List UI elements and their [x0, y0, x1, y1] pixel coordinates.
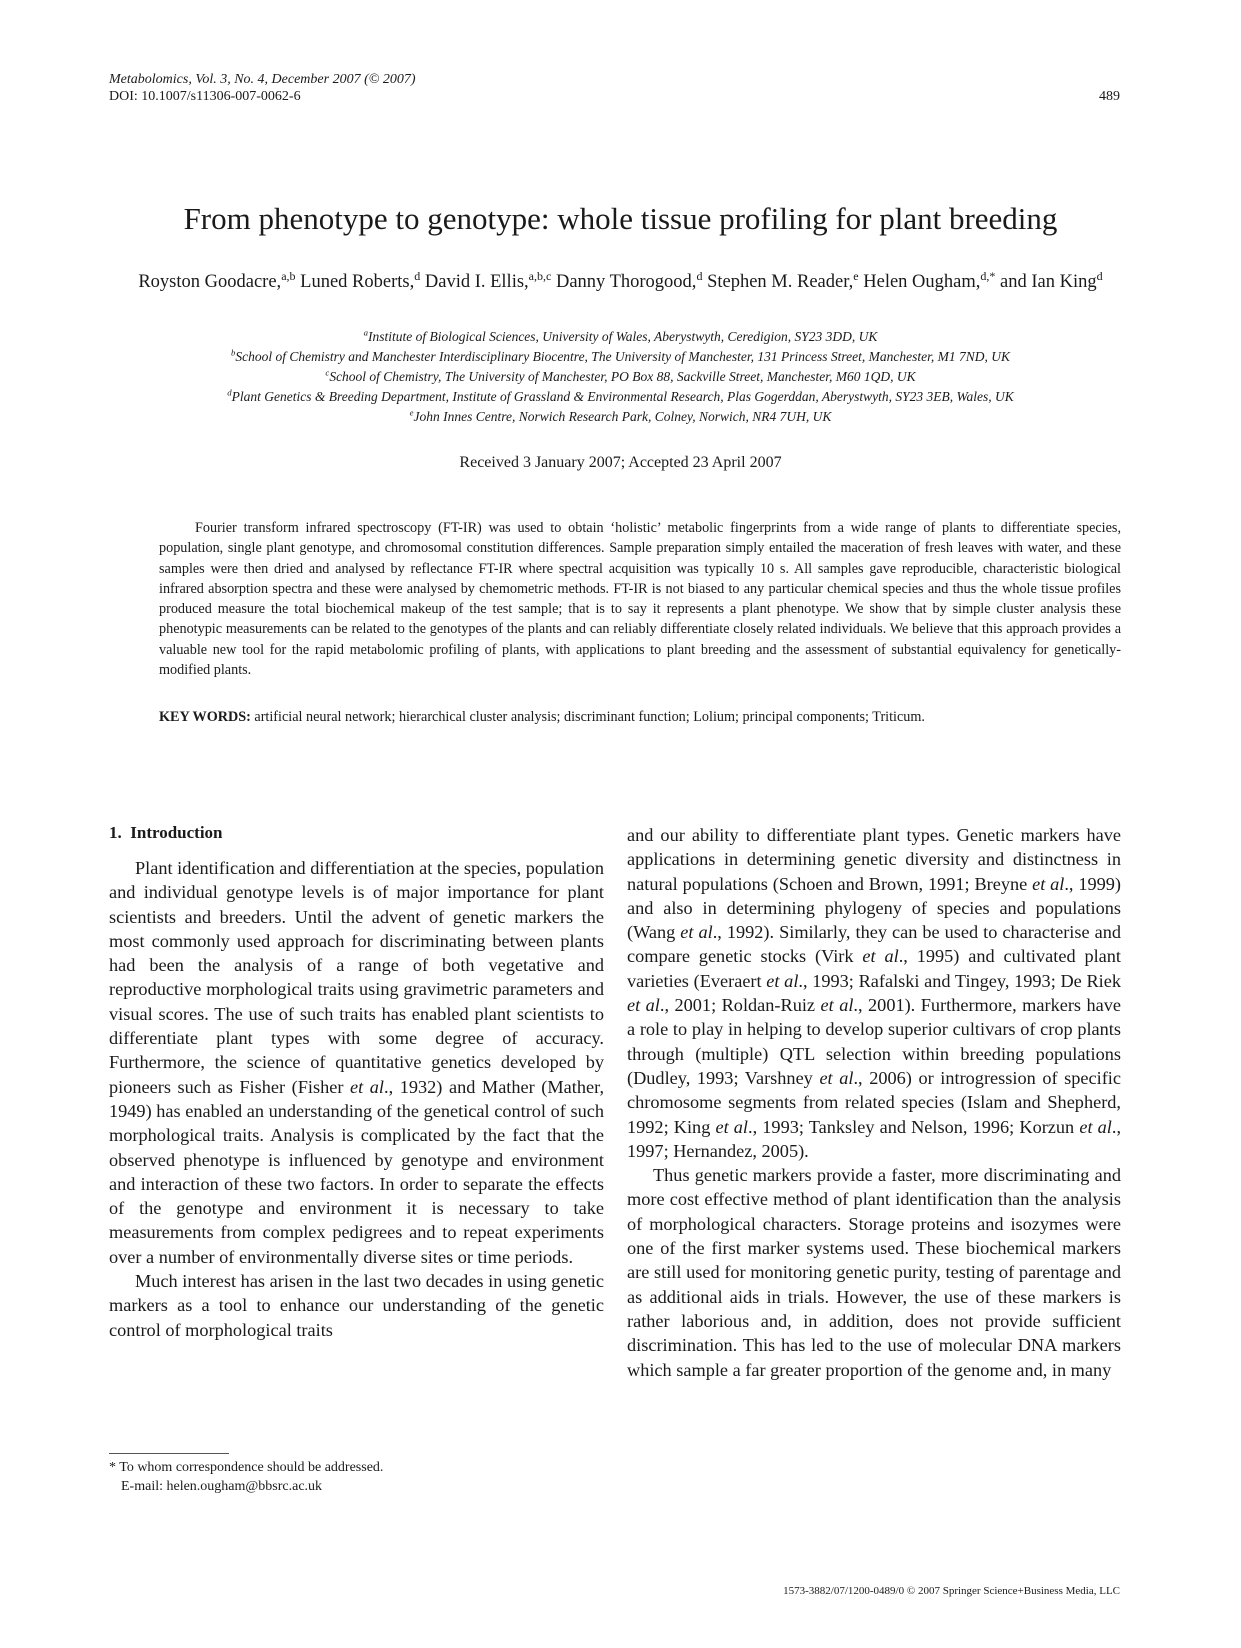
section-heading — [109, 822, 223, 844]
affiliation — [100, 387, 1141, 407]
text-run: and our ability to differentiate plant types. Genetic markers have applications in determining genetic diversity and distinctness in natural populations (Schoen and Brown, 1991; Breyne — [627, 825, 1121, 894]
author-name: David I. Ellis, — [420, 272, 529, 292]
text-run: ., 2001; Roldan-Ruiz — [659, 995, 821, 1016]
text-run: Plant identification and differentiation at the species, population and individual genotype levels is of major importance for plant scientists and breeders. Until the advent of genetic markers the most commonly used approach for discriminating between plants had been the analysis of a range of both vegetative and reproductive morphological traits using gravimetric parameters and visual scores. The use of such traits has enabled plant scientists to differentiate plant types with some degree of accuracy. Furthermore, the science of quantitative genetics developed by pioneers such as Fisher (Fisher — [109, 858, 604, 1097]
affiliation-mark: d — [227, 387, 232, 398]
affiliation-mark: b — [230, 347, 236, 358]
text-run: ., 2001). Furthermore, markers have a role to play in helping to develop superior cultivars of crop plants through (multiple) QTL selection within breeding populations (Dudley, 1993; Varshney — [627, 995, 1122, 1088]
author-name: Royston Goodacre, — [138, 272, 282, 292]
affiliation — [100, 347, 1141, 367]
footnote-divider — [109, 1453, 229, 1454]
keywords — [159, 707, 1121, 727]
italic-text: et al — [350, 1076, 385, 1097]
body-paragraph — [109, 1269, 604, 1342]
affiliation — [100, 407, 1141, 427]
italic-text: et al — [627, 995, 660, 1016]
author-name: Luned Roberts, — [295, 272, 415, 292]
text-run: Much interest has arisen in the last two decades in using genetic markers as a tool to enhance our understanding of the genetic control of morphological traits — [109, 1271, 604, 1340]
affiliation — [100, 367, 1141, 387]
italic-text: et al — [1079, 1116, 1112, 1137]
affiliation-text: Institute of Biological Sciences, University of Wales, Aberystwyth, Ceredigion, SY23 3DD, UK — [367, 329, 878, 344]
italic-text: et al — [862, 946, 899, 967]
body-paragraph — [109, 856, 604, 1269]
affiliation-text: Plant Genetics & Breeding Department, Institute of Grassland & Environmental Research, Plas Gogerddan, Aberystwyth, SY23 3EB, Wales, UK — [231, 389, 1014, 404]
section-title: Introduction — [130, 823, 223, 842]
text-run: ., 1993; Tanksley and Nelson, 1996; Korzun — [748, 1116, 1080, 1137]
right-column — [627, 823, 1121, 1382]
keywords-label: KEY WORDS: — [159, 709, 251, 725]
paper-title: From phenotype to genotype: whole tissue profiling for plant breeding — [183, 201, 1058, 236]
received-dates: Received 3 January 2007; Accepted 23 April 2007 — [459, 454, 782, 471]
affiliation-text: School of Chemistry, The University of Manchester, PO Box 88, Sackville Street, Manchester, M60 1QD, UK — [329, 369, 916, 384]
author-affiliation-mark: d,* — [980, 268, 996, 283]
italic-text: et al — [1032, 873, 1065, 894]
footnote-correspondence: * To whom correspondence should be addressed. — [109, 1460, 384, 1475]
text-run: ., 1932) and Mather (Mather, 1949) has enabled an understanding of the genetical control of such morphological traits. Analysis is complicated by the fact that the observed phenotype is influenced by genotype and environment and interaction of these two factors. In order to separate the effects of the genotype and environment it is necessary to take measurements from complex pedigrees and to repeat experiments over a number of environmentally diverse sites or time periods. — [109, 1076, 605, 1267]
author-affiliation-mark: d — [1096, 268, 1103, 283]
author-name: Helen Ougham, — [858, 272, 981, 292]
text-run: ., 1997; Hernandez, 2005). — [627, 1116, 1122, 1161]
copyright-footer: 1573-3882/07/1200-0489/0 © 2007 Springer Science+Business Media, LLC — [783, 1585, 1120, 1597]
text-run: Thus genetic markers provide a faster, more discriminating and more cost effective method of plant identification than the analysis of morphological characters. Storage proteins and isozymes were one of the first marker systems used. These biochemical markers are still used for monitoring genetic purity, testing of parentage and as additional aids in trials. However, the use of these markers is rather laborious and, in addition, does not provide sufficient discrimination. This has led to the use of molecular DNA markers which sample a far greater proportion of the genome and, in many — [627, 1165, 1121, 1380]
author-list — [130, 270, 1111, 295]
affiliation-mark: a — [363, 327, 368, 338]
section-number: 1. — [109, 823, 122, 842]
footnote-email: E-mail: helen.ougham@bbsrc.ac.uk — [121, 1479, 323, 1494]
text-run: ., 2006) or introgression of specific chromosome segments from related species (Islam and Shepherd, 1992; King — [627, 1067, 1122, 1137]
affiliation-mark: e — [409, 407, 414, 418]
affiliation — [100, 327, 1141, 347]
affiliation-text: John Innes Centre, Norwich Research Park, Colney, Norwich, NR4 7UH, UK — [413, 409, 832, 424]
text-run: ., 1993; Rafalski and Tingey, 1993; De Riek — [798, 970, 1121, 991]
author-affiliation-mark: d — [414, 268, 421, 283]
journal-citation: Metabolomics, Vol. 3, No. 4, December 2007 (© 2007) — [109, 72, 416, 87]
author-name: Stephen M. Reader, — [702, 272, 854, 292]
text-run: ., 1992). Similarly, they can be used to characterise and compare genetic stocks (Virk — [627, 922, 1122, 967]
body-paragraph — [627, 1163, 1121, 1382]
author-name: Danny Thorogood, — [551, 272, 697, 292]
body-paragraph — [627, 823, 1121, 1163]
italic-text: et al — [680, 922, 713, 943]
keywords-text: artificial neural network; hierarchical cluster analysis; discriminant function; Lolium; principal components; Triticum. — [250, 709, 925, 725]
italic-text: et al — [766, 970, 799, 991]
left-column — [109, 856, 604, 1342]
author-name: and Ian King — [995, 272, 1097, 292]
abstract: Fourier transform infrared spectroscopy (FT-IR) was used to obtain ‘holistic’ metabolic fingerprints from a wide range of plants to differentiate species, population, single plant genotype, and chromosomal constitution differences. Sample preparation simply entailed the maceration of fresh leaves with water, and these samples were then dried and analysed by reflectance FT-IR where spectral acquisition was typically 10 s. All samples gave reproducible, characteristic biological infrared absorption spectra and these were analysed by chemometric methods. FT-IR is not biased to any particular chemical species and thus the whole tissue profiles produced measure the total biochemical makeup of the test sample; that is to say it represents a plant phenotype. We show that by simple cluster analysis these phenotypic measurements can be related to the genotypes of the plants and can reliably differentiate closely related individuals. We believe that this approach provides a valuable new tool for the rapid metabolomic profiling of plants, with applications to plant breeding and the assessment of substantial equivalency for genetically-modified plants. — [159, 520, 1121, 679]
author-affiliation-mark: e — [853, 268, 859, 283]
affiliation-list — [100, 327, 1141, 427]
text-run: ., 1995) and cultivated plant varieties (Everaert — [627, 946, 1122, 991]
author-affiliation-mark: a,b,c — [528, 268, 552, 283]
italic-text: et al — [820, 995, 854, 1016]
text-run: ., 1999) and also in determining phylogeny of species and populations (Wang — [627, 873, 1122, 943]
footnote — [109, 1458, 383, 1496]
affiliation-text: School of Chemistry and Manchester Interdisciplinary Biocentre, The University of Manchester, 131 Princess Street, Manchester, M1 7ND, UK — [235, 349, 1010, 364]
page-number: 489 — [1099, 89, 1120, 104]
italic-text: et al — [819, 1067, 854, 1088]
author-affiliation-mark: d — [696, 268, 703, 283]
italic-text: et al — [715, 1116, 749, 1137]
affiliation-mark: c — [325, 367, 330, 378]
doi: DOI: 10.1007/s11306-007-0062-6 — [109, 89, 301, 104]
author-affiliation-mark: a,b — [281, 268, 296, 283]
